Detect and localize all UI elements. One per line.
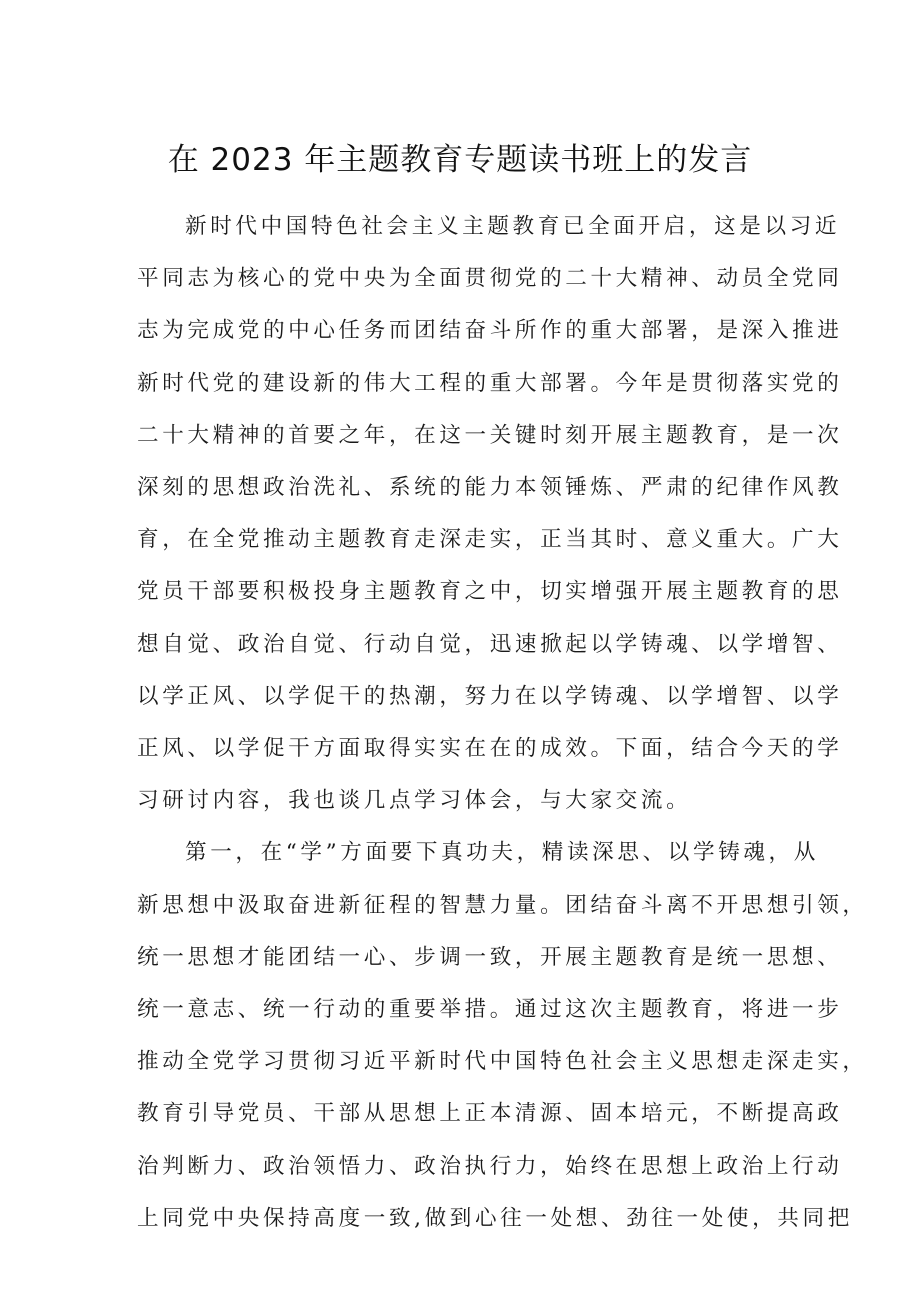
paragraph-1-line-2: 平同志为核心的党中央为全面贯彻党的二十大精神、动员全党同 (137, 266, 843, 291)
paragraph-2-line-8: 上同党中央保持高度一致,做到心往一处想、劲往一处使，共同把 (137, 1206, 853, 1231)
paragraph-1-line-12: 习研讨内容，我也谈几点学习体会，与大家交流。 (137, 788, 692, 813)
paragraph-2-line-5: 推动全党学习贯彻习近平新时代中国特色社会主义思想走深走实， (137, 1049, 868, 1074)
paragraph-1-line-3: 志为完成党的中心任务而团结奋斗所作的重大部署，是深入推进 (137, 318, 843, 343)
document-title: 在 2023 年主题教育专题读书班上的发言 (167, 142, 753, 178)
paragraph-2-line-2: 新思想中汲取奋进新征程的智慧力量。团结奋斗离不开思想引领， (137, 893, 868, 918)
paragraph-1-line-4: 新时代党的建设新的伟大工程的重大部署。今年是贯彻落实党的 (137, 371, 843, 396)
paragraph-1-line-11: 正风、以学促干方面取得实实在在的成效。下面，结合今天的学 (137, 736, 843, 761)
paragraph-2-line-3: 统一思想才能团结一心、步调一致，开展主题教育是统一思想、 (137, 945, 843, 970)
paragraph-1-line-8: 党员干部要积极投身主题教育之中，切实增强开展主题教育的思 (137, 579, 843, 604)
paragraph-1-line-7: 育，在全党推动主题教育走深走实，正当其时、意义重大。广大 (137, 527, 843, 552)
paragraph-2-line-4: 统一意志、统一行动的重要举措。通过这次主题教育，将进一步 (137, 997, 843, 1022)
paragraph-2-line-7: 治判断力、政治领悟力、政治执行力，始终在思想上政治上行动 (137, 1154, 843, 1179)
paragraph-1-line-6: 深刻的思想政治洗礼、系统的能力本领锤炼、严肃的纪律作风教 (137, 475, 843, 500)
paragraph-1-line-10: 以学正风、以学促干的热潮，努力在以学铸魂、以学增智、以学 (137, 684, 843, 709)
paragraph-1-line-9: 想自觉、政治自觉、行动自觉，迅速掀起以学铸魂、以学增智、 (137, 632, 843, 657)
paragraph-1-line-5: 二十大精神的首要之年，在这一关键时刻开展主题教育，是一次 (137, 423, 843, 448)
paragraph-2-line-1: 第一，在“学”方面要下真功夫，精读深思、以学铸魂，从 (185, 840, 819, 865)
paragraph-2-line-6: 教育引导党员、干部从思想上正本清源、固本培元，不断提高政 (137, 1101, 843, 1126)
paragraph-1-line-1: 新时代中国特色社会主义主题教育已全面开启，这是以习近 (185, 214, 841, 239)
